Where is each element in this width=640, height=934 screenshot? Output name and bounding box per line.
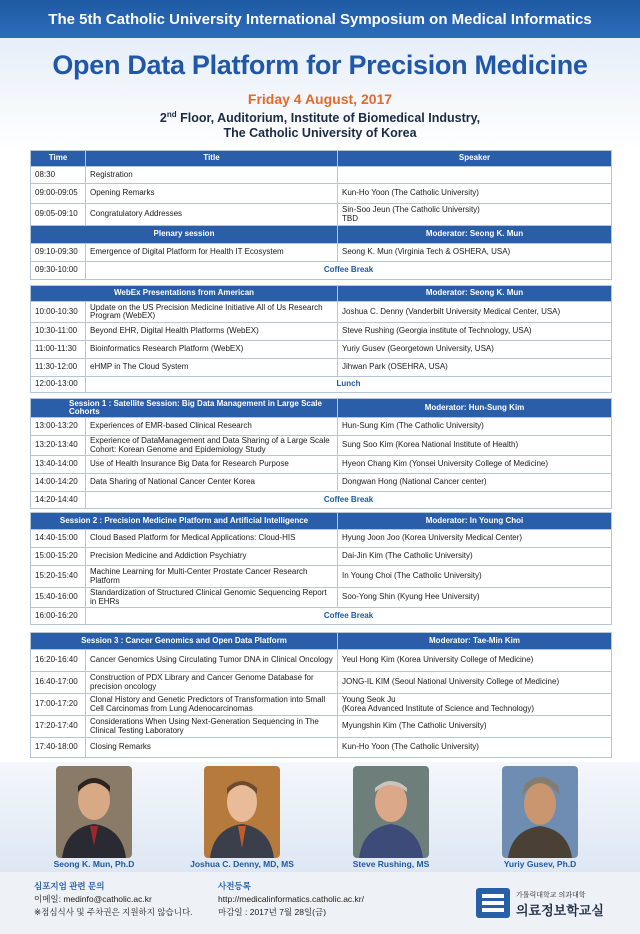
contact-email[interactable]: 이메일: medinfo@catholic.ac.kr: [34, 894, 152, 904]
break-row: 12:00-13:00 Lunch: [31, 377, 612, 393]
logo-subtitle: 가톨릭대학교 의과대학: [516, 892, 586, 899]
registration-heading: 사전등록: [218, 881, 251, 891]
session-header-row: [31, 399, 612, 418]
session3-header: Session 3 : Cancer Genomics and Open Data Platform: [31, 633, 338, 650]
speaker-caption: Joshua C. Denny, MD, MS: [190, 859, 294, 869]
table-row: 10:00-10:30 Update on the US Precision Medicine Initiative All of Us Research Program (WebEX) Joshua C. Denny (Vanderbilt University Medical Center, USA): [31, 302, 612, 323]
university-logo-icon: [476, 888, 510, 918]
schedule-block-session3: [30, 632, 612, 758]
break-row: 09:30-10:00 Coffee Break: [31, 262, 612, 280]
plenary-header: Plenary session: [31, 226, 338, 244]
schedule-block-session2: [30, 512, 612, 625]
session-header-row: [31, 286, 612, 302]
table-header-row: [31, 151, 612, 167]
venue-line-2: The Catholic University of Korea: [223, 126, 417, 141]
table-row: 09:10-09:30 Emergence of Digital Platform for Health IT Ecosystem Seong K. Mun (Virginia Tech & OSHERA, USA): [31, 244, 612, 262]
session2-moderator: Moderator: In Young Choi: [338, 513, 612, 530]
table-row: 17:00-17:20 Clonal History and Genetic Predictors of Transformation into Small Cell Carcinomas from Lung Adenocarcinomas Young Seok Ju (Korea Advanced Institute of Science and Technology): [31, 694, 612, 716]
table-row: 10:30-11:00 Beyond EHR, Digital Health Platforms (WebEX) Steve Rushing (Georgia institute of Technology, USA): [31, 323, 612, 341]
table-row: 15:20-15:40 Machine Learning for Multi-Center Prostate Cancer Research Platform In Young Choi (The Catholic University): [31, 566, 612, 588]
session1-moderator: Moderator: Hun-Sung Kim: [338, 399, 612, 418]
session-header-row: [31, 226, 612, 244]
registration-url[interactable]: http://medicalinformatics.catholic.ac.kr/: [218, 894, 364, 904]
venue: [0, 107, 640, 141]
table-row: 16:20-16:40 Cancer Genomics Using Circulating Tumor DNA in Clinical Oncology Yeul Hong Kim (Korea University College of Medicine): [31, 650, 612, 672]
contact-info: [34, 880, 193, 919]
event-date: Friday 4 August, 2017: [247, 91, 393, 107]
page-title: Open Data Platform for Precision Medicine: [52, 50, 588, 80]
table-row: 14:40-15:00 Cloud Based Platform for Medical Applications: Cloud-HIS Hyung Joon Joo (Korea University Medical Center): [31, 530, 612, 548]
webex-moderator: Moderator: Seong K. Mun: [338, 286, 612, 302]
symposium-name: The 5th Catholic University International Symposium on Medical Informatics: [48, 10, 592, 28]
table-row: 13:40-14:00 Use of Health Insurance Big Data for Research Purpose Hyeon Chang Kim (Yonsei University College of Medicine): [31, 456, 612, 474]
speaker-caption: Steve Rushing, MS: [352, 859, 430, 869]
plenary-moderator: Moderator: Seong K. Mun: [338, 226, 612, 244]
registration-info: [218, 880, 364, 919]
speaker-caption: Yuriy Gusev, Ph.D: [503, 859, 577, 869]
contact-heading: 심포지엄 관련 문의: [34, 881, 105, 891]
session-header-row: [31, 513, 612, 530]
table-row: 11:00-11:30 Bioinformatics Research Platform (WebEX) Yuriy Gusev (Georgetown University, USA): [31, 341, 612, 359]
table-row: 09:00-09:05 Opening Remarks Kun-Ho Yoon (The Catholic University): [31, 184, 612, 204]
table-row: 15:40-16:00 Standardization of Structured Clinical Genomic Sequencing Report in EHRs Soo-Yong Shin (Kyung Hee University): [31, 588, 612, 608]
speaker-photo: [56, 766, 132, 858]
table-row: 08:30 Registration: [31, 167, 612, 184]
speaker-photo: [353, 766, 429, 858]
session2-header: Session 2 : Precision Medicine Platform and Artificial Intelligence: [31, 513, 338, 530]
title-header: Title: [86, 151, 338, 167]
break-row: 14:20-14:40 Coffee Break: [31, 492, 612, 509]
break-row: 16:00-16:20 Coffee Break: [31, 608, 612, 625]
session-header-row: [31, 633, 612, 650]
table-row: 13:20-13:40 Experience of DataManagement and Data Sharing of a Large Scale Cohort: Korean Genome and Epidemiology Study Sung Soo Kim (Korea National Institute of Health): [31, 436, 612, 456]
schedule-block-opening: [30, 150, 612, 280]
logo-title: 의료정보학교실: [516, 903, 604, 918]
table-row: 11:30-12:00 eHMP in The Cloud System Jihwan Park (OSEHRA, USA): [31, 359, 612, 377]
venue-line-1: 2nd Floor, Auditorium, Institute of Biomedical Industry,: [159, 110, 481, 126]
registration-deadline: 마감일 : 2017년 7월 28일(금): [218, 907, 327, 917]
schedule-block-webex: [30, 285, 612, 393]
table-row: 17:40-18:00 Closing Remarks Kun-Ho Yoon (The Catholic University): [31, 738, 612, 758]
table-row: 13:00-13:20 Experiences of EMR-based Clinical Research Hun-Sung Kim (The Catholic University): [31, 418, 612, 436]
table-row: 15:00-15:20 Precision Medicine and Addiction Psychiatry Dai-Jin Kim (The Catholic University): [31, 548, 612, 566]
table-row: 09:05-09:10 Congratulatory Addresses Sin-Soo Jeun (The Catholic University) TBD: [31, 204, 612, 226]
contact-note: ※점심식사 및 주차권은 지원하지 않습니다.: [34, 907, 193, 917]
table-row: 14:00-14:20 Data Sharing of National Cancer Center Korea Dongwan Hong (National Cancer center): [31, 474, 612, 492]
speaker-photo: [204, 766, 280, 858]
time-header: Time: [31, 151, 86, 167]
session3-moderator: Moderator: Tae-Min Kim: [338, 633, 612, 650]
symposium-banner: [0, 0, 640, 38]
speaker-photo: [502, 766, 578, 858]
table-row: 17:20-17:40 Considerations When Using Next-Generation Sequencing in The Clinical Testing Laboratory Myungshin Kim (The Catholic University): [31, 716, 612, 738]
webex-header: WebEx Presentations from American: [31, 286, 338, 302]
speaker-header: Speaker: [338, 151, 612, 167]
table-row: 16:40-17:00 Construction of PDX Library and Cancer Genome Database for precision oncology JONG-IL KIM (Seoul National University College of Medicine): [31, 672, 612, 694]
schedule-block-session1: [30, 398, 612, 509]
session1-header: Session 1 : Satellite Session: Big Data Management in Large Scale Cohorts: [31, 399, 338, 418]
speaker-caption: Seong K. Mun, Ph.D: [53, 859, 135, 869]
